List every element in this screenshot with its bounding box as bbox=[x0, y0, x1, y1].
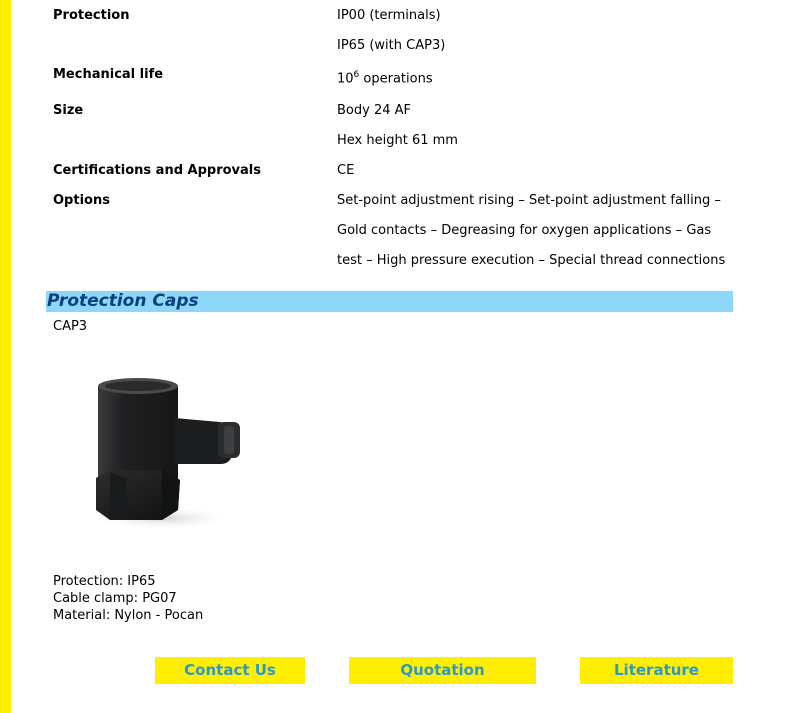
quotation-button[interactable]: Quotation bbox=[349, 657, 536, 684]
literature-button[interactable]: Literature bbox=[580, 657, 733, 684]
spec-label-size: Size bbox=[53, 103, 84, 118]
spec-label-certifications: Certifications and Approvals bbox=[53, 163, 261, 178]
section-title: Protection Caps bbox=[47, 291, 199, 311]
spec-value-size-body: Body 24 AF bbox=[337, 103, 411, 118]
cap-spec-material: Material: Nylon - Pocan bbox=[53, 608, 204, 623]
spec-label-protection: Protection bbox=[53, 8, 130, 23]
spec-value-options-line-3: test – High pressure execution – Special thread connections bbox=[337, 253, 726, 268]
spec-value-options-line-2: Gold contacts – Degreasing for oxygen applications – Gas bbox=[337, 223, 712, 238]
spec-row-size bbox=[0, 97, 791, 127]
spec-row-options bbox=[0, 187, 791, 217]
protection-caps-header bbox=[46, 291, 733, 312]
cap-spec-protection: Protection: IP65 bbox=[53, 574, 156, 589]
spec-value-protection-cap: IP65 (with CAP3) bbox=[337, 38, 446, 53]
spec-value-size-hex: Hex height 61 mm bbox=[337, 133, 458, 148]
mechanical-life-base: 10 bbox=[337, 71, 354, 87]
spec-value-mechanical-life bbox=[337, 70, 433, 86]
mechanical-life-unit: operations bbox=[359, 71, 433, 87]
spec-value-options-line-1: Set-point adjustment rising – Set-point adjustment falling – bbox=[337, 193, 721, 208]
spec-row-options-2 bbox=[0, 217, 791, 247]
spec-row-protection bbox=[0, 2, 791, 32]
spec-row-options-3 bbox=[0, 247, 791, 277]
protection-cap-photo-icon bbox=[70, 360, 270, 535]
spec-value-certifications: CE bbox=[337, 163, 355, 178]
cap-specs bbox=[53, 573, 203, 624]
contact-us-button[interactable]: Contact Us bbox=[155, 657, 305, 684]
spec-label-mechanical-life: Mechanical life bbox=[53, 67, 164, 82]
spec-row-mechanical-life bbox=[0, 64, 791, 94]
cap-spec-cable-clamp: Cable clamp: PG07 bbox=[53, 591, 177, 606]
spec-label-options: Options bbox=[53, 193, 110, 208]
spec-row-certifications bbox=[0, 157, 791, 187]
spec-row-size-hex bbox=[0, 127, 791, 157]
mechanical-life-exponent: 6 bbox=[353, 70, 360, 80]
spec-value-protection-terminals: IP00 (terminals) bbox=[337, 8, 441, 23]
cap-name: CAP3 bbox=[53, 319, 88, 334]
spec-row-protection-cap bbox=[0, 32, 791, 62]
